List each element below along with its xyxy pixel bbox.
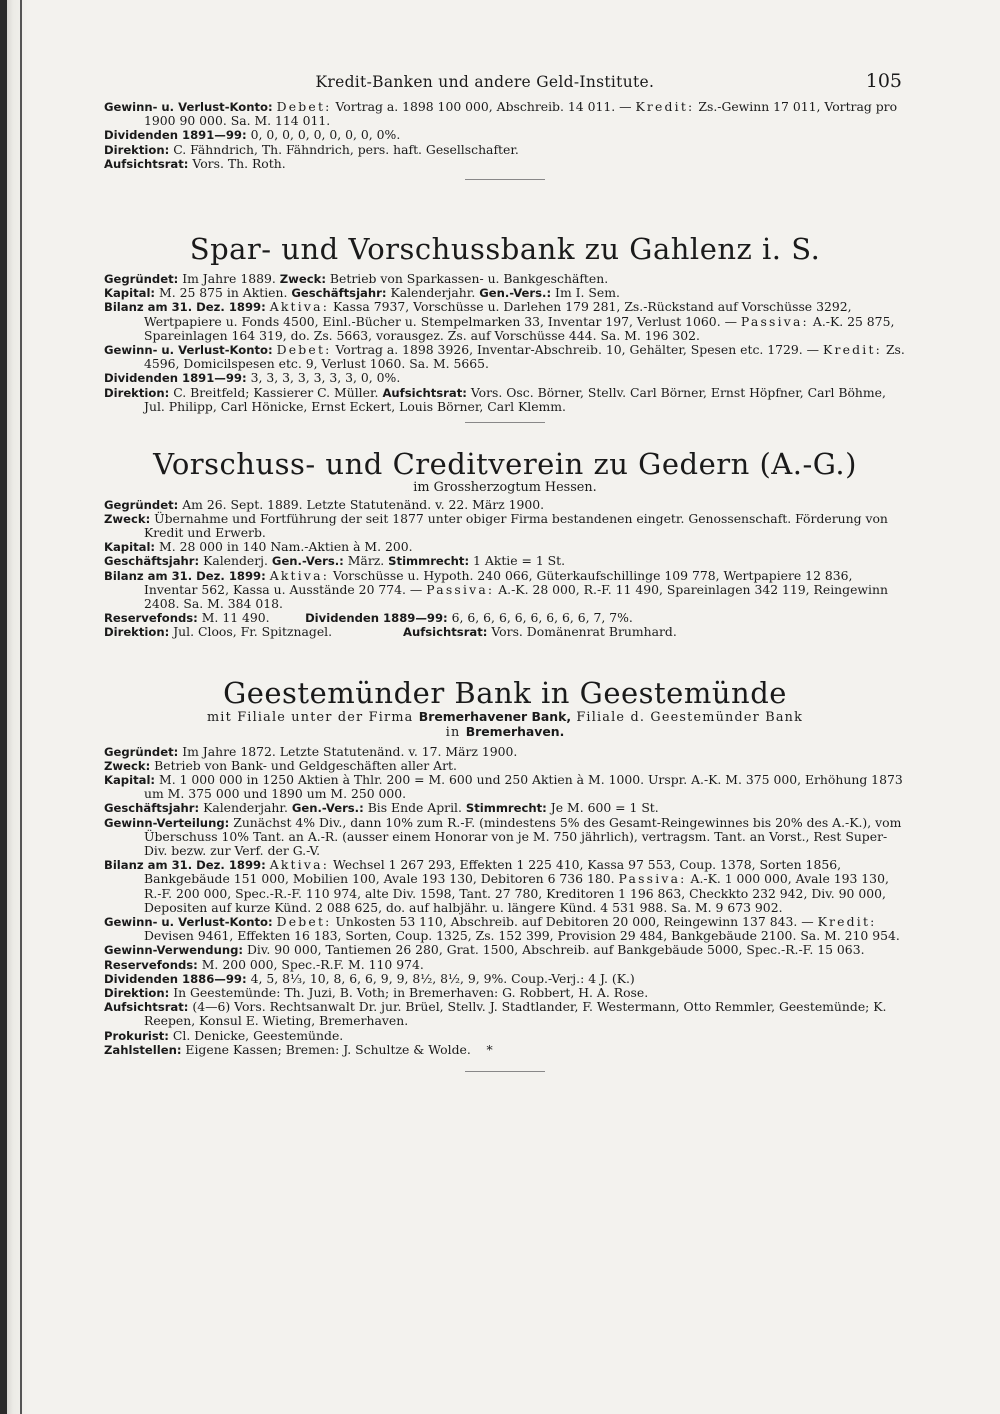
- bilanz-text-1: Wechsel 1 267 293, Effekten 1 225 410, Kassa 97 553, Coup. 1378, Sorten 1856, Bankgebäude 151 000, Mobilien 100, Avale 193 130, Debitoren 6 736 180.: [144, 857, 842, 887]
- stimmrecht-text: 1 Aktie = 1 St.: [473, 553, 566, 569]
- dividenden-line: [104, 371, 906, 385]
- aufsichtsrat-paragraph: [104, 1000, 906, 1028]
- div-label: Dividenden 1889—99:: [305, 611, 448, 626]
- gv-konto-line: [104, 100, 906, 128]
- zweck-label: Zweck:: [104, 511, 151, 526]
- gv-konto-paragraph: [104, 915, 906, 943]
- kap-text: M. 1 000 000 in 1250 Aktien à Thlr. 200 = M. 600 und 250 Aktien à M. 1000. Urspr. A.-K. M. 375 000, Erhöhung 1873 um M. 375 000 und 1890 um M. 250 000.: [144, 771, 903, 802]
- sub-in: in: [445, 725, 461, 741]
- gj-text: Kalenderjahr.: [203, 800, 288, 816]
- genv-text: März.: [347, 553, 385, 569]
- section-title-geestemuende: Geestemünder Bank in Geestemünde: [223, 675, 787, 710]
- passiva-word: Passiva:: [740, 313, 809, 329]
- gegruendet-line: [104, 745, 906, 759]
- reservefonds-line: [104, 958, 906, 972]
- gegr-label: Gegründet:: [104, 744, 179, 759]
- gegr-text: Im Jahre 1889.: [182, 271, 276, 286]
- bilanz-paragraph: [104, 569, 906, 612]
- section-continuation: [104, 100, 906, 202]
- gv-text-2: Zs.-Gewinn 17 011, Vortrag pro 1900 90 000. Sa. M. 114 011.: [144, 99, 898, 129]
- aktiva-word: Aktiva:: [269, 857, 330, 873]
- zweck-text: Übernahme und Fortführung der seit 1877 unter obiger Firma bestandenen eingetr. Genossenschaft. Förderung von Kredit und Erwerb.: [144, 510, 888, 540]
- bilanz-text-2: A.-K. 28 000, R.-F. 11 490, Spareinlagen 342 119, Reingewinn 2408. Sa. M. 384 018.: [144, 581, 888, 611]
- genv-text: Bis Ende April.: [367, 800, 462, 816]
- genv-label: Gen.-Vers.:: [479, 286, 552, 301]
- gvert-label: Gewinn-Verteilung:: [104, 815, 230, 830]
- div-text: 0, 0, 0, 0, 0, 0, 0, 0, 0%.: [250, 127, 401, 143]
- zahl-text: Eigene Kassen; Bremen: J. Schultze & Wolde.: [185, 1041, 471, 1057]
- gegr-text: Im Jahre 1872. Letzte Statutenänd. v. 17. März 1900.: [182, 743, 518, 759]
- dir-text: In Geestemünde: Th. Juzi, B. Voth; in Bremerhaven: G. Robbert, H. A. Rose.: [173, 985, 649, 1001]
- kap-label: Kapital:: [104, 540, 156, 555]
- kap-label: Kapital:: [104, 772, 156, 787]
- gv-text-1: Vortrag a. 1898 3926, Inventar-Abschreib. 10, Gehälter, Spesen etc. 1729. —: [335, 342, 820, 358]
- div-label: Dividenden 1891—99:: [104, 371, 247, 386]
- dir-label: Direktion:: [104, 986, 170, 1001]
- section-title-gahlenz: Spar- und Vorschussbank zu Gahlenz i. S.: [189, 232, 821, 266]
- ar-label: Aufsichtsrat:: [104, 1000, 189, 1015]
- gegr-text: Am 26. Sept. 1889. Letzte Statutenänd. v. 22. März 1900.: [182, 496, 545, 512]
- aktiva-word: Aktiva:: [269, 567, 330, 583]
- binding-line: [20, 0, 22, 1414]
- rf-label: Reservefonds:: [104, 611, 198, 626]
- div-text: 4, 5, 8⅓, 10, 8, 6, 6, 9, 9, 8½, 8½, 9, 9%. Coup.-Verj.: 4 J. (K.): [250, 970, 635, 986]
- div-text: 6, 6, 6, 6, 6, 6, 6, 6, 6, 7, 7%.: [451, 610, 633, 626]
- gj-label: Geschäftsjahr:: [104, 801, 200, 816]
- gv-konto-paragraph: [104, 343, 906, 371]
- div-text: 3, 3, 3, 3, 3, 3, 3, 0, 0%.: [250, 370, 401, 386]
- gv-text-2: Devisen 9461, Effekten 16 183, Sorten, Coup. 1325, Zs. 152 399, Provision 29 484, Bankgebäude 2100. Sa. M. 210 954.: [144, 928, 900, 944]
- geschaeftsjahr-line: [104, 801, 906, 815]
- ar-label: Aufsichtsrat:: [402, 625, 488, 640]
- book-binding-edge: [0, 0, 28, 1414]
- bilanz-text-2: A.-K. 1 000 000, Avale 193 130, R.-F. 200 000, Spec.-R.-F. 110 974, alte Div. 1598, Tant. 27 780, Kreditoren 1 196 863, Checkkto 232 942, Div. 90 000, Depositen auf kurze Künd. 2 088 625, do. auf halbjähr. u. längere Künd. 4 531 988. Sa. M. 9 673 902.: [144, 871, 889, 915]
- zweck-label: Zweck:: [279, 272, 326, 286]
- gv-text-1: Unkosten 53 110, Abschreib. auf Debitoren 20 000, Reingewinn 137 843. —: [335, 914, 814, 929]
- dividenden-line: [104, 972, 906, 986]
- zweck-line: [104, 759, 906, 773]
- direktion-line: [104, 986, 906, 1000]
- gj-text: Kalenderj.: [203, 553, 268, 569]
- zweck-paragraph: [104, 512, 906, 540]
- zweck-text: Betrieb von Bank- und Geldgeschäften aller Art.: [154, 757, 457, 773]
- ar-text: Vors. Th. Roth.: [192, 155, 286, 171]
- section-geestemuende: [104, 745, 906, 1072]
- gverw-text: Div. 90 000, Tantiemen 26 280, Grat. 1500, Abschreib. auf Bankgebäude 5000, Spec.-R.-F. 15 063.: [246, 942, 865, 958]
- section-subtitle-gedern: im Grossherzogtum Hessen.: [413, 480, 597, 496]
- gewinn-verteilung-paragraph: [104, 816, 906, 859]
- bilanz-text-1: Vorschüsse u. Hypoth. 240 066, Güterkaufschillinge 109 778, Wertpapiere 12 836, Inventar 562, Kassa u. Ausstände 20 774. —: [144, 567, 853, 597]
- kredit-word: Kredit:: [823, 342, 882, 358]
- gegr-label: Gegründet:: [104, 272, 179, 286]
- dividenden-line: [104, 128, 906, 142]
- rf-text: M. 200 000, Spec.-R.F. M. 110 974.: [201, 956, 424, 972]
- ar-text: Vors. Domänenrat Brumhard.: [491, 624, 677, 640]
- div-label: Dividenden 1891—99:: [104, 128, 247, 143]
- gj-label: Geschäftsjahr:: [104, 554, 200, 569]
- gewinn-verwendung-paragraph: [104, 943, 906, 957]
- rf-label: Reservefonds:: [104, 957, 198, 972]
- bilanz-text-2: A.-K. 25 875, Spareinlagen 164 319, do. Zs. 5663, vorausgez. Zs. auf Vorschüsse 444. Sa. M. 196 302.: [144, 313, 895, 343]
- section-title-gedern: Vorschuss- und Creditverein zu Gedern (A.-G.): [153, 447, 857, 482]
- aktiva-word: Aktiva:: [269, 299, 330, 315]
- bilanz-label: Bilanz am 31. Dez. 1899:: [104, 858, 266, 873]
- page-header: [104, 70, 906, 100]
- gv-text-1: Vortrag a. 1898 100 000, Abschreib. 14 011. —: [335, 99, 632, 114]
- gv-label: Gewinn- u. Verlust-Konto:: [104, 915, 273, 929]
- genv-label: Gen.-Vers.:: [271, 554, 344, 569]
- gegruendet-line: [104, 498, 906, 512]
- genv-label: Gen.-Vers.:: [291, 801, 364, 816]
- zahl-label: Zahlstellen:: [104, 1042, 182, 1057]
- bilanz-paragraph: [104, 300, 906, 343]
- sub-pre: mit Filiale unter der Firma: [206, 709, 414, 725]
- kapital-paragraph: [104, 773, 906, 801]
- page-number: 105: [865, 70, 902, 92]
- sub-firm: Bremerhavener Bank,: [418, 708, 572, 724]
- bilanz-paragraph: [104, 858, 906, 915]
- sub-city: Bremerhaven.: [465, 724, 565, 740]
- stimmrecht-label: Stimmrecht:: [465, 801, 547, 816]
- debet-word: Debet:: [276, 914, 332, 929]
- zweck-text: Betrieb von Sparkassen- u. Bankgeschäften.: [329, 271, 609, 286]
- zweck-label: Zweck:: [104, 758, 151, 773]
- direktion-line: [104, 625, 906, 639]
- kapital-line: [104, 540, 906, 554]
- bilanz-text-1: Kassa 7937, Vorschüsse u. Darlehen 179 281, Zs.-Rückstand auf Vorschüsse 3292, Wertpapiere u. Fonds 4500, Einl.-Bücher u. Stempelmarken 33, Inventar 197, Verlust 1060. —: [144, 299, 852, 329]
- ar-text: Vors. Osc. Börner, Stellv. Carl Börner, Ernst Höpfner, Carl Böhme, Jul. Philipp, Carl Hönicke, Ernst Eckert, Louis Börner, Carl Klemm.: [144, 384, 886, 414]
- page: [104, 70, 906, 1072]
- dir-text: Jul. Cloos, Fr. Spitznagel.: [173, 624, 333, 640]
- ar-text: (4—6) Vors. Rechtsanwalt Dr. jur. Brüel, Stellv. J. Stadtlander, F. Westermann, Otto Remmler, Geestemünde; K. Reepen, Konsul E. Wieting, Bremerhaven.: [144, 999, 887, 1029]
- geschaeftsjahr-line: [104, 554, 906, 568]
- gv-label: Gewinn- u. Verlust-Konto:: [104, 100, 273, 114]
- bilanz-label: Bilanz am 31. Dez. 1899:: [104, 568, 266, 583]
- section-divider: [465, 179, 545, 180]
- section-subtitle-filiale: [104, 710, 906, 741]
- gv-label: Gewinn- u. Verlust-Konto:: [104, 343, 273, 358]
- genv-text: Im I. Sem.: [555, 285, 620, 301]
- kap-label: Kapital:: [104, 286, 156, 301]
- aufsichtsrat-line: [104, 157, 906, 171]
- bilanz-label: Bilanz am 31. Dez. 1899:: [104, 300, 266, 315]
- prok-text: Cl. Denicke, Geestemünde.: [172, 1027, 344, 1043]
- stimmrecht-label: Stimmrecht:: [388, 554, 470, 569]
- kap-text: M. 28 000 in 140 Nam.-Aktien à M. 200.: [159, 539, 413, 555]
- prokurist-line: [104, 1029, 906, 1043]
- asterisk-mark: *: [486, 1041, 493, 1057]
- zahlstellen-line: [104, 1043, 906, 1057]
- kredit-word: Kredit:: [635, 99, 695, 114]
- passiva-word: Passiva:: [426, 581, 495, 597]
- debet-word: Debet:: [276, 99, 332, 114]
- running-title: Kredit-Banken und andere Geld-Institute.: [315, 73, 655, 91]
- div-label: Dividenden 1886—99:: [104, 971, 247, 986]
- kapital-line: [104, 286, 906, 300]
- gegr-label: Gegründet:: [104, 497, 179, 512]
- passiva-word: Passiva:: [618, 871, 687, 887]
- stimmrecht-text: Je M. 600 = 1 St.: [550, 800, 659, 816]
- section-divider: [465, 422, 545, 423]
- dir-label: Direktion:: [104, 385, 170, 400]
- section-gedern: [104, 498, 906, 640]
- dir-label: Direktion:: [104, 625, 170, 640]
- gv-text-2: Zs. 4596, Domicilspesen etc. 9, Verlust 1060. Sa. M. 5665.: [144, 342, 905, 372]
- dir-text: C. Fähndrich, Th. Fähndrich, pers. haft. Gesellschafter.: [173, 141, 519, 157]
- prok-label: Prokurist:: [104, 1028, 169, 1043]
- kap-text: M. 25 875 in Aktien.: [159, 285, 288, 301]
- ar-label: Aufsichtsrat:: [382, 385, 467, 400]
- reservefonds-line: [104, 611, 906, 625]
- gj-text: Kalenderjahr.: [390, 285, 476, 301]
- ar-label: Aufsichtsrat:: [104, 156, 189, 171]
- gvert-text: Zunächst 4% Div., dann 10% zum R.-F. (mindestens 5% des Gesamt-Reingewinnes bis 20% des A.-K.), vom Überschuss 10% Tant. an A.-R. (ausser einem Honorar von je M. 750 jährlich), vertragsm. Tant. an Vorst., Rest Super-Div. bezw. zur Verf. der G.-V.: [144, 814, 902, 858]
- direktion-line: [104, 143, 906, 157]
- section-gahlenz: [104, 272, 906, 423]
- section-divider: [465, 1071, 545, 1072]
- dir-text: C. Breitfeld; Kassierer C. Müller.: [173, 384, 379, 400]
- sub-mid: Filiale d. Geestemünder Bank: [576, 709, 804, 725]
- dir-label: Direktion:: [104, 142, 170, 157]
- kredit-word: Kredit:: [817, 914, 877, 929]
- gegruendet-line: [104, 272, 906, 286]
- gverw-label: Gewinn-Verwendung:: [104, 943, 244, 958]
- rf-text: M. 11 490.: [201, 610, 270, 626]
- direktion-paragraph: [104, 386, 906, 414]
- debet-word: Debet:: [276, 342, 332, 358]
- gj-label: Geschäftsjahr:: [291, 286, 387, 301]
